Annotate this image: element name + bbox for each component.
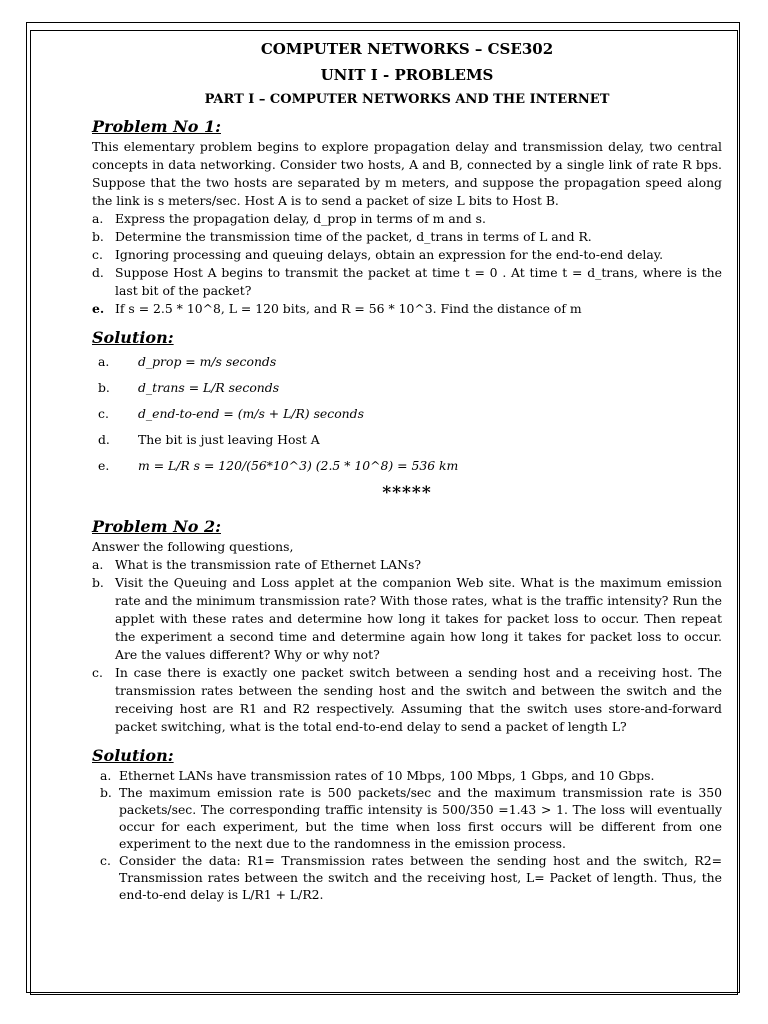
- problem2-list: [92, 556, 722, 736]
- list-item: a. Express the propagation delay, d_prop in terms of m and s.: [92, 211, 486, 226]
- list-item: b. d_trans = L/R seconds: [98, 380, 280, 395]
- list-item: e. m = L/R s = 120/(56*10^3) (2.5 * 10^8) = 536 km: [98, 458, 459, 473]
- document-body: [92, 40, 722, 903]
- course-title: COMPUTER NETWORKS – CSE302: [260, 40, 554, 58]
- list-item: c. Consider the data: R1= Transmission rates between the sending host and the switch, R2= Transmission rates between the switch and the receiving host, L= Packet of length. Thus, the end-to-end delay is L/R1 + L/R2.: [100, 853, 722, 902]
- list-item: c. In case there is exactly one packet switch between a sending host and a receiving host. The transmission rates between the sending host and the switch and between the switch and the receiving host are R1 and R2 respectively. Assuming that the switch uses store-and-forward packet switching, what is the total end-to-end delay to send a packet of length L?: [92, 665, 722, 734]
- problem1-intro: This elementary problem begins to explore propagation delay and transmission delay, two central concepts in data networking. Consider two hosts, A and B, connected by a single link of rate R bps. Suppose that the two hosts are separated by m meters, and suppose the propagation speed along the link is s meters/sec. Host A is to send a packet of size L bits to Host B.: [92, 139, 722, 208]
- list-item: b. The maximum emission rate is 500 packets/sec and the maximum transmission rate is 350 packets/sec. The corresponding traffic intensity is 500/350 =1.43 > 1. The loss will eventually occur for each experiment, but the time when loss first occurs will be different from one experiment to the next due to the randomness in the emission process.: [100, 785, 722, 851]
- list-item: d. The bit is just leaving Host A: [98, 432, 320, 447]
- problem2-heading: Problem No 2:: [92, 517, 221, 536]
- problem2-intro: Answer the following questions,: [92, 539, 294, 554]
- list-item: b. Visit the Queuing and Loss applet at the companion Web site. What is the maximum emission rate and the minimum transmission rate? With those rates, what is the traffic intensity? Run the applet with these rates and determine how long it takes for packet loss to occur. Then repeat the experiment a second time and determine again how long it takes for packet loss to occur. Are the values different? Why or why not?: [92, 575, 722, 662]
- problem1-heading: Problem No 1:: [92, 117, 221, 136]
- unit-title: UNIT I - PROBLEMS: [320, 66, 494, 84]
- solution1-list: [92, 349, 722, 479]
- list-item: e. If s = 2.5 * 10^8, L = 120 bits, and R = 56 * 10^3. Find the distance of m: [92, 301, 582, 316]
- list-item: c. Ignoring processing and queuing delays, obtain an expression for the end-to-end delay.: [92, 247, 664, 262]
- solution2-list: [92, 767, 722, 903]
- list-item: c. d_end-to-end = (m/s + L/R) seconds: [98, 406, 364, 421]
- part-title: PART I – COMPUTER NETWORKS AND THE INTERNET: [204, 92, 610, 107]
- section-separator: *****: [382, 483, 432, 503]
- list-item: d. Suppose Host A begins to transmit the packet at time t = 0 . At time t = d_trans, where is the last bit of the packet?: [92, 265, 722, 298]
- list-item: b. Determine the transmission time of the packet, d_trans in terms of L and R.: [92, 229, 592, 244]
- solution2-heading: Solution:: [92, 746, 174, 765]
- list-item: a. What is the transmission rate of Ethernet LANs?: [92, 557, 421, 572]
- list-item: a. d_prop = m/s seconds: [98, 354, 277, 369]
- list-item: a. Ethernet LANs have transmission rates of 10 Mbps, 100 Mbps, 1 Gbps, and 10 Gbps.: [100, 768, 655, 783]
- solution1-heading: Solution:: [92, 328, 174, 347]
- problem1-list: [92, 210, 722, 318]
